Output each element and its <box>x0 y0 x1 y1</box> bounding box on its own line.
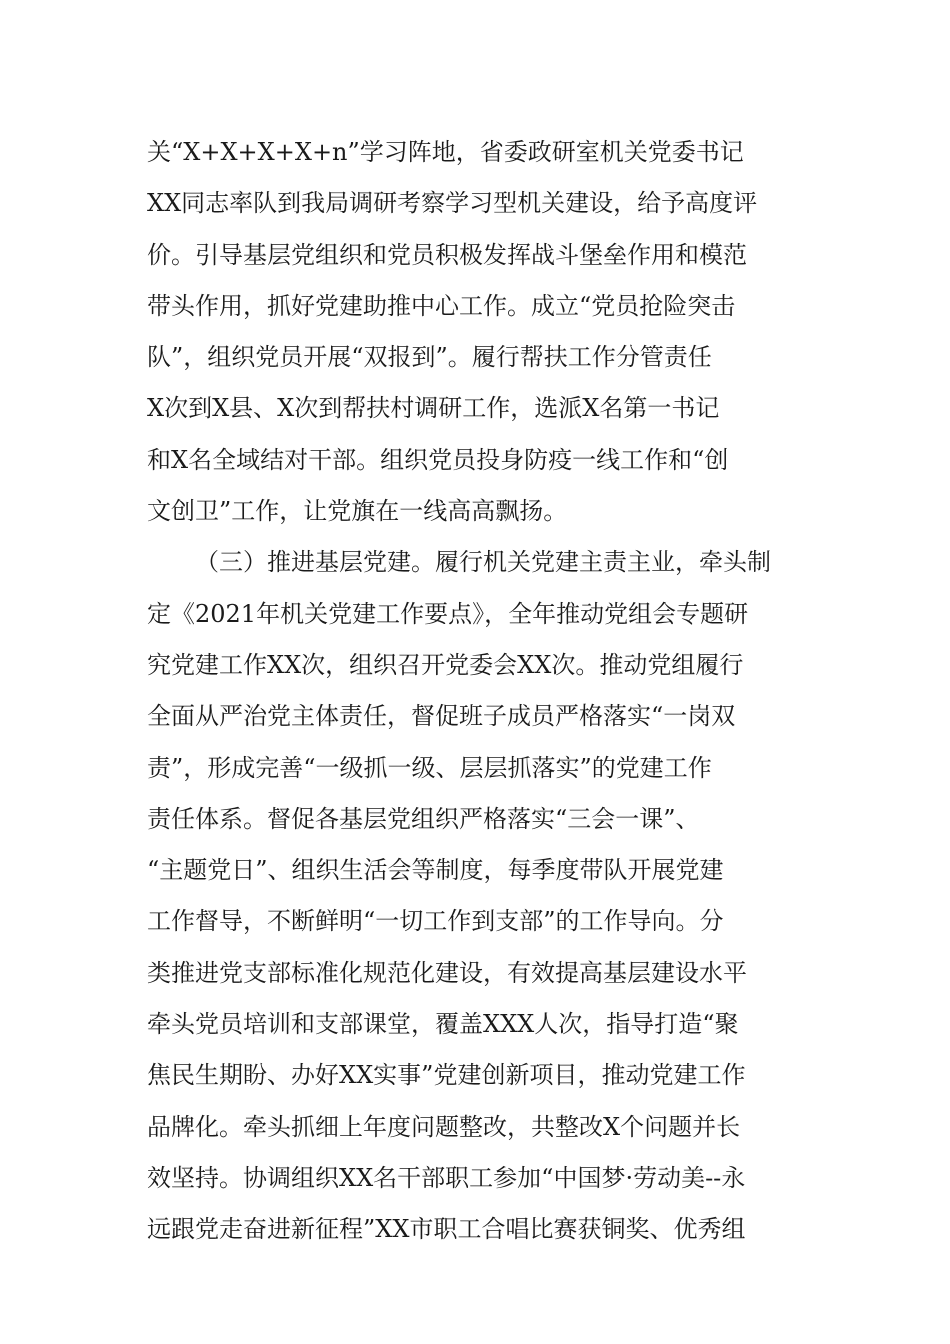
text-line: 类推进党支部标准化规范化建设，有效提高基层建设水平 <box>147 958 747 987</box>
text-line: 究党建工作XX次，组织召开党委会XX次。推动党组履行 <box>147 650 744 679</box>
text-line: 定《2021年机关党建工作要点》，全年推动党组会专题研 <box>147 599 749 628</box>
text-line: 焦民生期盼、办好XX实事”党建创新项目，推动党建工作 <box>147 1061 746 1090</box>
text-line: 远跟党走奋进新征程”XX市职工合唱比赛获铜奖、优秀组 <box>147 1215 746 1244</box>
text-line: 关“X+X+X+X+n”学习阵地，省委政研室机关党委书记 <box>147 138 744 166</box>
text-line: 责”，形成完善“一级抓一级、层层抓落实”的党建工作 <box>147 753 712 782</box>
text-line: 牵头党员培训和支部课堂，覆盖XXX人次，指导打造“聚 <box>147 1010 739 1039</box>
text-line: X次到X县、X次到帮扶村调研工作，选派X名第一书记 <box>147 394 720 423</box>
text-line: 效坚持。协调组织XX名干部职工参加“中国梦·劳动美--永 <box>147 1163 746 1192</box>
text-line: 带头作用，抓好党建助推中心工作。成立“党员抢险突击 <box>147 291 736 320</box>
text-line: “主题党日”、组织生活会等制度，每季度带队开展党建 <box>147 856 724 885</box>
text-line: 文创卫”工作，让党旗在一线高高飘扬。 <box>147 497 568 526</box>
text-line: 责任体系。督促各基层党组织严格落实“三会一课”、 <box>147 804 700 833</box>
text-line: 队”，组织党员开展“双报到”。履行帮扶工作分管责任 <box>147 343 712 372</box>
section-heading-line: （三）推进基层党建。履行机关党建主责主业，牵头制 <box>195 548 771 577</box>
text-line: 全面从严治党主体责任，督促班子成员严格落实“一岗双 <box>147 702 736 731</box>
body-text <box>147 127 819 1256</box>
text-line: 和X名全域结对干部。组织党员投身防疫一线工作和“创 <box>147 445 729 474</box>
text-line: 品牌化。牵头抓细上年度问题整改，共整改X个问题并长 <box>147 1112 741 1141</box>
text-line: XX同志率队到我局调研考察学习型机关建设，给予高度评 <box>147 189 758 218</box>
text-line: 价。引导基层党组织和党员积极发挥战斗堡垒作用和模范 <box>147 240 747 269</box>
text-line: 工作督导，不断鲜明“一切工作到支部”的工作导向。分 <box>147 907 724 936</box>
